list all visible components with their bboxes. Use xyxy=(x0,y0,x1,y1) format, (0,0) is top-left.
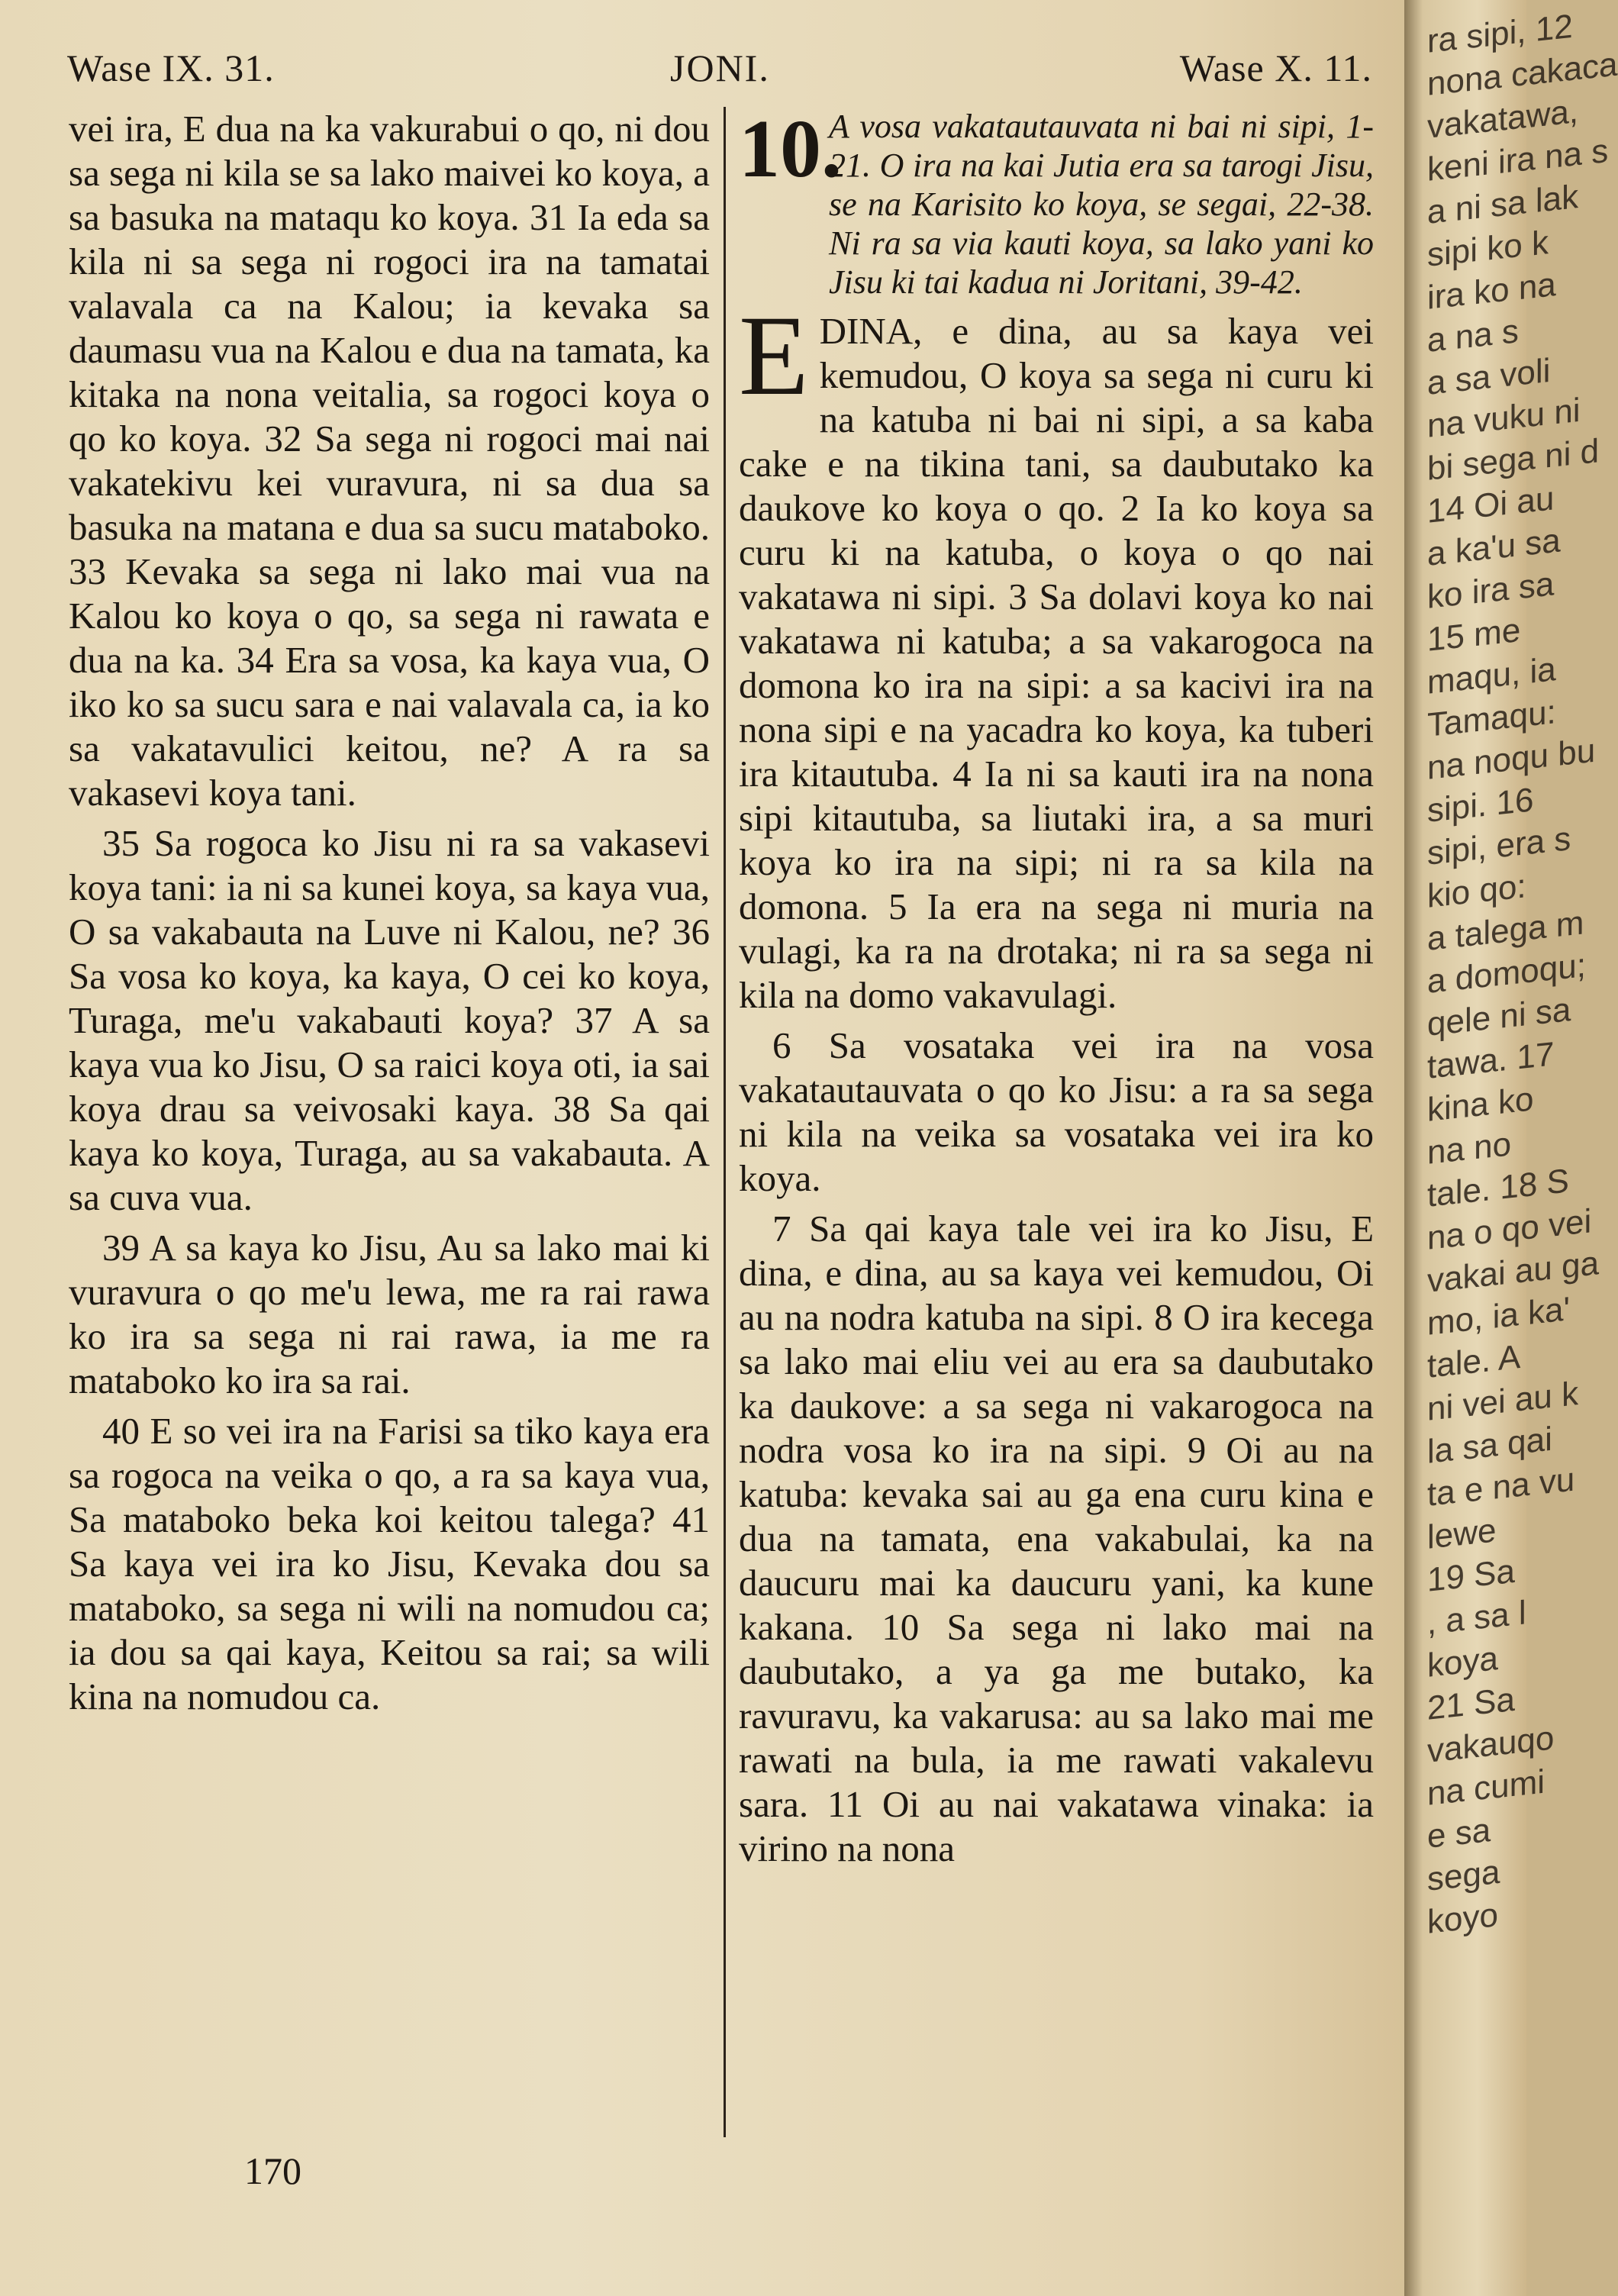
chapter-summary-text: A vosa vakatautauvata ni bai ni sipi, 1-21. O ira na kai Jutia era sa tarogi Jisu, se na Karisito ko koya, se segai, 22-38. Ni ra sa via kauti koya, sa lako yani ko Jisu ki tai kadua ni Joritani, 39-42. xyxy=(829,108,1374,301)
adjacent-page-edge xyxy=(1404,0,1618,2296)
chapter-number: 10. xyxy=(739,104,842,195)
paragraph: 40 E so vei ira na Farisi sa tiko kaya era sa rogoca na veika o qo, a ra sa kaya vua, Sa mataboko beka koi keitou talega? 41 Sa kaya vei ira ko Jisu, Kevaka dou sa mataboko, sa sega ni wili na nomudou ca; ia dou sa qai kaya, Keitou sa rai; sa wili kina na nomudou ca. xyxy=(69,1410,710,1717)
header-right-reference: Wase X. 11. xyxy=(1179,47,1372,89)
adjacent-page-text: ra sipi, 12 nona cakaca vakatawa, keni ira na s a ni sa lak sipi ko k ira ko na a na s a sa voli na vuku ni bi sega ni d 14 Oi au a ka'u sa ko ira sa 15 me maqu, ia Tamaqu: na noqu bu sipi. 16 sipi, era s kio qo: a talega m a domoqu; qele ni sa tawa. 17 kina ko na no tale. 18 S na o qo vei vakai au ga mo, ia ka' tale. A ni vei au k la sa qai ta e na vu lewe 19 Sa , a sa l koya 21 Sa vakauqo na cumi e sa sega koyo xyxy=(1427,7,1618,1941)
column-divider xyxy=(724,107,726,2137)
running-header xyxy=(67,46,1388,99)
first-paragraph-text: DINA, e dina, au sa kaya vei kemudou, O koya sa sega ni curu ki na katuba ni bai ni sipi, a sa kaba cake e na tikina tani, sa daubutako ka daukove ko koya o qo. 2 Ia ko koya sa curu ki na katuba, o koya o qo nai vakatawa ni sipi. 3 Sa dolavi koya ko nai vakatawa ni katuba; a sa vakarogoca na domona ko ira na sipi: a sa kacivi ira na nona sipi e na yacadra ko koya, ka tuberi ira kitautuba. 4 Ia ni sa kauti ira na nona sipi kitautuba, sa liutaki ira, a sa muri koya ko ira na sipi; ni ra sa kila na domona. 5 Ia era na sega ni muria na vulagi, ka ra na drotaka; ni ra sa sega ni kila na domo vakavulagi. xyxy=(739,310,1374,1016)
paragraph: 35 Sa rogoca ko Jisu ni ra sa vakasevi koya tani: ia ni sa kunei koya, sa kaya vua, O sa vakabauta na Luve ni Kalou, ne? 36 Sa vosa ko koya, ka kaya, O cei ko koya, Turaga, me'u vakabauti koya? 37 A sa kaya vua ko Jisu, O sa raici koya oti, ia sai koya drau sa veivosaki kaya. 38 Sa qai kaya ko koya, Turaga, au sa vakabauta. A sa cuva vua. xyxy=(69,822,710,1218)
header-book-title: JONI. xyxy=(670,47,770,89)
chapter-summary xyxy=(739,104,1374,302)
paragraph: 39 A sa kaya ko Jisu, Au sa lako mai ki vuravura o qo me'u lewa, me ra rai rawa ko ira sa sega ni rai rawa, ia me ra mataboko ko ira sa rai. xyxy=(69,1227,710,1401)
header-left-reference: Wase IX. 31. xyxy=(67,47,275,89)
drop-cap: E xyxy=(739,292,809,419)
paragraph: 7 Sa qai kaya tale vei ira ko Jisu, E dina, e dina, au sa kaya vei kemudou, Oi au na nodra katuba na sipi. 8 O ira kecega sa lako mai eliu vei au era sa daubutako ka daukove: a sa sega ni vakarogoca na nodra vosa ko ira na sipi. 9 Oi au na katuba: kevaka sai au ga ena curu kina e dua na tamata, ena vakabulai, ka na daucuru mai ka daucuru yani, ka kune kakana. 10 Sa sega ni lako mai na daubutako, a ya ga me butako, ka ravuravu, ka vakarusa: au sa lako mai me rawati na bula, ia me rawati vakalevu sara. 11 Oi au nai vakatawa vinaka: ia virino na nona xyxy=(739,1208,1374,1869)
chapter-first-paragraph xyxy=(739,292,1374,1017)
right-column xyxy=(739,104,1374,1877)
page-number: 170 xyxy=(244,2149,301,2192)
paragraph: vei ira, E dua na ka vakurabui o qo, ni dou sa sega ni kila se sa lako maivei ko koya, a sa basuka na mataqu ko koya. 31 Ia eda sa kila ni sa sega ni rogoci ira na tamatai valavala ca na Kalou; ia kevaka sa daumasu vua na Kalou e dua na tamata, ka kitaka na nona veitalia, sa rogoci koya o qo ko koya. 32 Sa sega ni rogoci mai nai vakatekivu kei vuravura, ni sa dua sa basuka na matana e dua sa sucu mataboko. 33 Kevaka sa sega ni lako mai vua na Kalou ko koya o qo, sa sega ni rawata e dua na ka. 34 Era sa vosa, ka kaya vua, O iko ko sa sucu sara e nai valavala ca, ia ko sa vakatavulici keitou, ne? A ra sa vakasevi koya tani. xyxy=(69,108,710,814)
left-column xyxy=(69,107,710,1725)
paragraph: 6 Sa vosataka vei ira na vosa vakatautauvata o qo ko Jisu: a ra sa sega ni kila na veika sa vosataka vei ira ko koya. xyxy=(739,1024,1374,1199)
